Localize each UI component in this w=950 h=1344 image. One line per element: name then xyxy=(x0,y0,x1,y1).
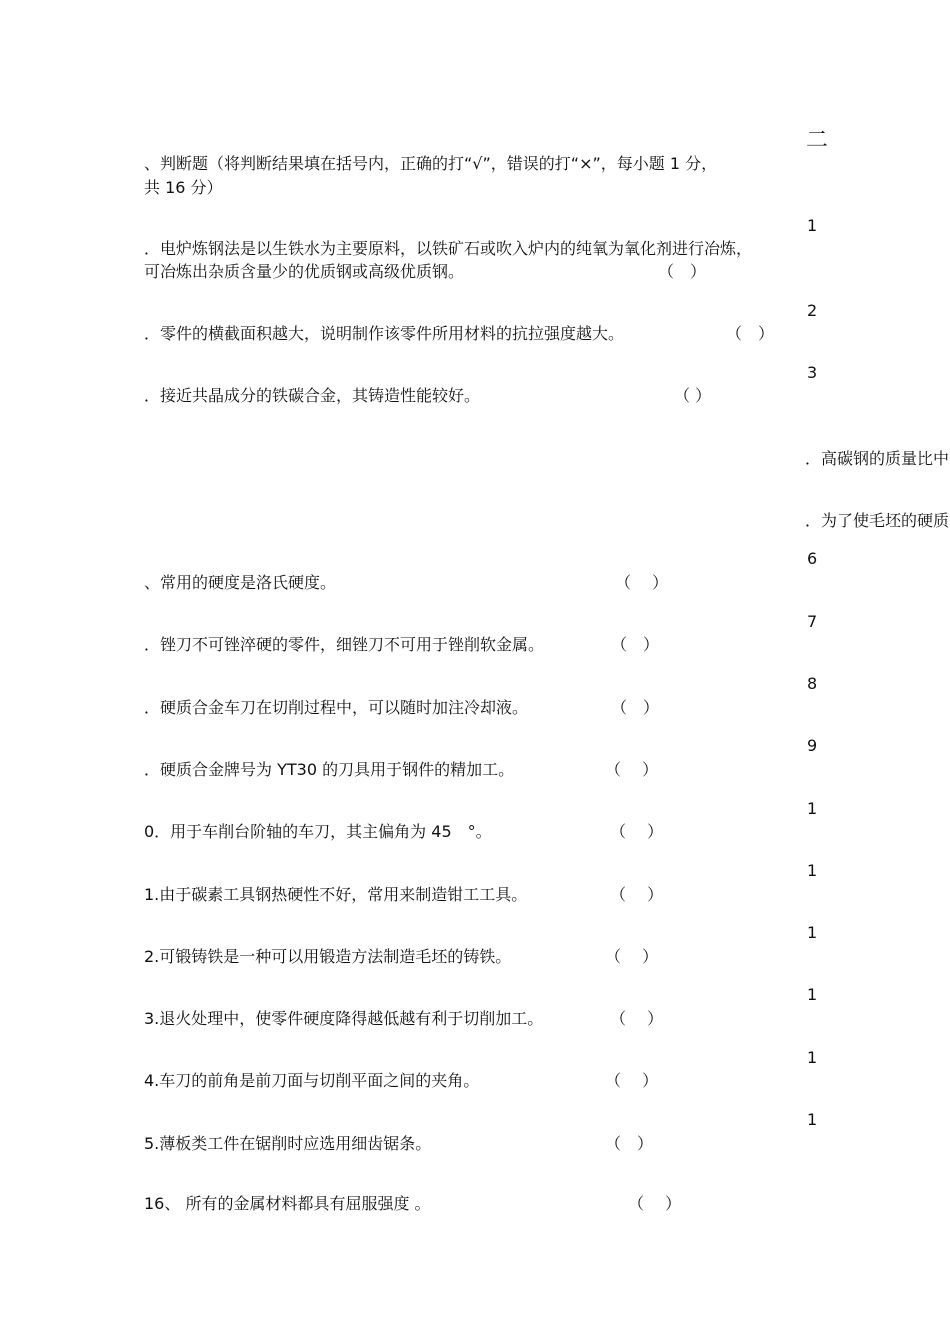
question-2: ．零件的横截面积越大，说明制作该零件所用材料的抗拉强度越大。 xyxy=(144,324,625,343)
question-10: 0．用于车削台阶轴的车刀，其主偏角为 45 °。 xyxy=(144,822,492,841)
section-marker: 二 xyxy=(806,128,829,153)
question-1-line-1: ．电炉炼钢法是以生铁水为主要原料，以铁矿石或吹入炉内的纯氧为氧化剂进行冶炼， xyxy=(144,239,753,258)
answer-bracket[interactable]: （ ） xyxy=(658,262,707,281)
answer-bracket[interactable]: （ ） xyxy=(605,947,659,966)
question-6: 、常用的硬度是洛氏硬度。 xyxy=(144,573,337,592)
answer-bracket[interactable]: （ ） xyxy=(611,698,660,717)
question-3: ．接近共晶成分的铁碳合金，其铸造性能较好。 xyxy=(144,386,481,405)
answer-bracket[interactable]: （ ） xyxy=(628,1194,682,1213)
margin-number: 3 xyxy=(807,363,818,382)
margin-number: 1 xyxy=(807,799,818,818)
question-7: ．锉刀不可锉淬硬的零件，细锉刀不可用于锉削软金属。 xyxy=(144,635,545,654)
margin-number: 1 xyxy=(807,1110,818,1129)
question-1-line-2: 可冶炼出杂质含量少的优质钢或高级优质钢。 xyxy=(144,262,465,281)
margin-number: 9 xyxy=(807,736,818,755)
question-16: 16、 所有的金属材料都具有屈服强度 。 xyxy=(144,1194,431,1213)
margin-number: 1 xyxy=(807,985,818,1004)
answer-bracket[interactable]: （ ） xyxy=(615,573,669,592)
margin-number: 1 xyxy=(807,861,818,880)
margin-number: 2 xyxy=(807,301,818,320)
answer-bracket[interactable]: （ ） xyxy=(610,1009,664,1028)
margin-number: 1 xyxy=(807,1048,818,1067)
answer-bracket[interactable]: （ ） xyxy=(610,885,664,904)
section-header-line-1: 、判断题（将判断结果填在括号内，正确的打“√”，错误的打“×”，每小题 1 分， xyxy=(144,154,718,173)
answer-bracket[interactable]: （ ） xyxy=(605,1071,659,1090)
question-8: ．硬质合金车刀在切削过程中，可以随时加注冷却液。 xyxy=(144,698,529,717)
question-12: 2.可锻铸铁是一种可以用锻造方法制造毛坯的铸铁。 xyxy=(144,947,512,966)
question-9: ．硬质合金牌号为 YT30 的刀具用于钢件的精加工。 xyxy=(144,760,515,779)
answer-bracket[interactable]: （ ） xyxy=(611,635,660,654)
question-15: 5.薄板类工件在锯削时应选用细齿锯条。 xyxy=(144,1134,432,1153)
answer-bracket[interactable]: （ ） xyxy=(605,1134,654,1153)
margin-number: 1 xyxy=(807,216,818,235)
question-11: 1.由于碳素工具钢热硬性不好，常用来制造钳工工具。 xyxy=(144,885,528,904)
answer-bracket[interactable]: （ ） xyxy=(674,386,712,405)
question-13: 3.退火处理中，使零件硬度降得越低越有利于切削加工。 xyxy=(144,1009,544,1028)
margin-number: 7 xyxy=(807,612,818,631)
overflow-question-line: ．为了使毛坯的硬质 xyxy=(805,511,950,530)
section-header-line-2: 共 16 分） xyxy=(144,178,223,197)
answer-bracket[interactable]: （ ） xyxy=(726,324,775,343)
question-14: 4.车刀的前角是前刀面与切削平面之间的夹角。 xyxy=(144,1071,480,1090)
margin-number: 8 xyxy=(807,674,818,693)
overflow-question-line: ．高碳钢的质量比中 xyxy=(805,449,950,468)
answer-bracket[interactable]: （ ） xyxy=(610,822,664,841)
margin-number: 6 xyxy=(807,549,818,568)
margin-number: 1 xyxy=(807,923,818,942)
answer-bracket[interactable]: （ ） xyxy=(605,760,659,779)
